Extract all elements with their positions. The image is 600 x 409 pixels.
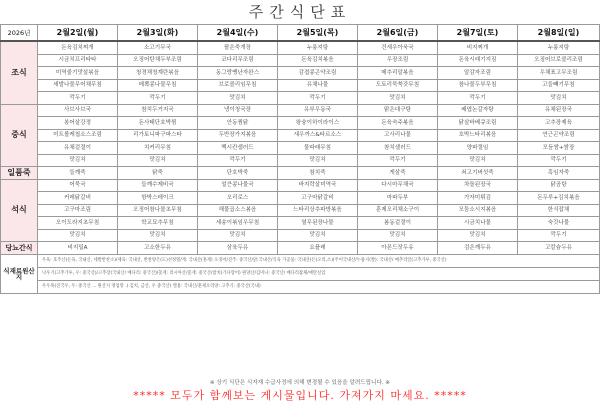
menu-item: 청경채청계란볶음 (118, 67, 198, 80)
menu-item: 코다리무조림 (198, 54, 278, 67)
menu-item: 돈육시래기지짐 (438, 54, 518, 67)
menu-item: 모둠소시지볶음 (438, 204, 518, 217)
menu-item: 깍두기 (38, 92, 118, 105)
menu-item: 미트볼케첩소스조림 (38, 129, 118, 142)
menu-item: 들깨수제비국 (118, 179, 198, 192)
menu-item: 맛김치 (438, 154, 518, 167)
day-header: 2월5일(목) (278, 25, 358, 42)
menu-item: 왕슝이하이라이스 (278, 117, 358, 130)
menu-item: 오징어탄채두부조림 (118, 54, 198, 67)
menu-item: 고사리나물 (358, 129, 438, 142)
menu-item: 한식잡채 (518, 204, 600, 217)
menu-item: 누룽지탕 (278, 41, 358, 54)
menu-item: 항박스테이크 (118, 192, 198, 205)
menu-item: 흑임자죽 (518, 167, 600, 180)
menu-item: 돈육김치볶음 (278, 54, 358, 67)
menu-row (1, 192, 600, 205)
menu-item: 다시마무채국 (358, 179, 438, 192)
menu-item: 맛김치 (518, 92, 600, 105)
menu-item: 요플레 (278, 242, 358, 255)
menu-item: 물파래무침 (278, 142, 358, 155)
menu-item: 비지찌개 (438, 41, 518, 54)
day-header: 2월7일(토) (438, 25, 518, 42)
menu-item: 미역줄기맛살볶음 (38, 67, 118, 80)
origin-row (1, 280, 600, 293)
menu-item: 닭살바베큐조림 (438, 117, 518, 130)
menu-item: 오징어브로콜리조림 (518, 54, 600, 67)
menu-item: 세송이볶임우무침 (198, 217, 278, 230)
menu-item: 리가토니파구파스타 (118, 129, 198, 142)
menu-item: 닭곰탕 (518, 179, 600, 192)
menu-item: 게살죽 (358, 167, 438, 180)
menu-item: 고들빼기무침 (518, 79, 600, 92)
menu-body (1, 41, 600, 293)
menu-row (1, 67, 600, 80)
header-row (1, 25, 600, 42)
menu-item: 봄동겉절이 (358, 217, 438, 230)
menu-item: 치커리무침 (118, 142, 198, 155)
day-header: 2월4일(수) (198, 25, 278, 42)
menu-item: 돈육김치찌개 (38, 41, 118, 54)
menu-item: 훈제오리채소구이 (358, 204, 438, 217)
origin-row (1, 267, 600, 280)
menu-item: 맛김치 (438, 229, 518, 242)
menu-item: 돈육숙주볶음 (358, 117, 438, 130)
menu-row (1, 41, 600, 54)
menu-item: 메뽁콩나물무침 (118, 79, 198, 92)
day-header: 2월6일(금) (358, 25, 438, 42)
menu-row (1, 217, 600, 230)
menu-item: 고구마조림 (38, 204, 118, 217)
menu-item: 두반장가지볶음 (198, 129, 278, 142)
menu-item: 깍두기 (518, 229, 600, 242)
menu-item: 오이도라지초무침 (38, 217, 118, 230)
menu-item: 메추리알볶음 (358, 67, 438, 80)
menu-row (1, 142, 600, 155)
menu-item: 단호박죽 (198, 167, 278, 180)
menu-item: 고구마닭갈비 (278, 192, 358, 205)
dinner-label: 석식 (1, 179, 38, 242)
weekly-menu-table (0, 24, 600, 294)
menu-item: 가자미튀김 (438, 192, 518, 205)
menu-item: 차돌된장국 (438, 179, 518, 192)
menu-row (1, 179, 600, 192)
do-not-take-banner: ***** 모두가 함께보는 게시물입니다. 가져가지 마세요. ***** (133, 389, 467, 402)
menu-item: 시금치프리타타 (38, 54, 118, 67)
menu-item: 검은깨두유 (438, 242, 518, 255)
menu-item: 배엽논갈자탕 (438, 104, 518, 117)
menu-item: 유부우동국 (278, 104, 358, 117)
menu-item: 참치죽 (278, 167, 358, 180)
menu-item: 아몬드잣두유 (358, 242, 438, 255)
menu-item: 고소한두유 (118, 242, 198, 255)
menu-item: 느타리상추파방볶음 (278, 204, 358, 217)
menu-item: 참치샐러드 (358, 142, 438, 155)
menu-item: 모듬쌈+쌈장 (518, 142, 600, 155)
menu-item: 돈사태단호박찜 (118, 117, 198, 130)
menu-row (1, 117, 600, 130)
day-header: 2월8일(일) (518, 25, 600, 42)
menu-row (1, 92, 600, 105)
menu-item: 시금치나물 (438, 217, 518, 230)
menu-item: 연근곤약조림 (518, 129, 600, 142)
menu-item: 맛김치 (118, 229, 198, 242)
menu-item: 맛김치 (198, 229, 278, 242)
menu-item: 깍두기 (278, 92, 358, 105)
day-header: 2월3일(화) (118, 25, 198, 42)
menu-item: 맛김치 (38, 154, 118, 167)
page-title: 주간식단표 (248, 3, 352, 21)
menu-item: 봉어살강정 (38, 117, 118, 130)
menu-item: 맑은대구탕 (358, 104, 438, 117)
menu-item: 얼큰콩나물국 (198, 179, 278, 192)
menu-item: 감겹콩곤약조림 (278, 67, 358, 80)
menu-item: 누룽지탕 (518, 41, 600, 54)
breakfast-label: 조식 (1, 41, 38, 104)
menu-item: 학교묘추무침 (118, 217, 198, 230)
menu-item: 깍두기 (518, 154, 600, 167)
menu-item: 동그랑땡난자완스 (198, 67, 278, 80)
menu-row (1, 229, 600, 242)
menu-item: 오징어참나물초무침 (118, 204, 198, 217)
menu-item: 맛김치 (278, 154, 358, 167)
year-header: 2026년 (1, 25, 38, 42)
menu-item: 깍두기 (358, 154, 438, 167)
menu-item: 세발나물무어채무침 (38, 79, 118, 92)
menu-item: 참나물두부무침 (438, 79, 518, 92)
menu-item: 맛김치 (198, 92, 278, 105)
menu-item: 어묵국 (38, 179, 118, 192)
menu-item: 고칼슘두유 (518, 242, 600, 255)
porridge-label: 일품죽 (1, 167, 38, 180)
menu-item: 숙갓나물 (518, 217, 600, 230)
menu-item: 호박느타리볶음 (438, 129, 518, 142)
menu-item: 돈두루+김치볶음 (518, 192, 600, 205)
menu-item: 깍두기 (438, 92, 518, 105)
menu-item: 커레닭갈비 (38, 192, 118, 205)
menu-item: 팥은죽개장 (198, 41, 278, 54)
menu-item: 참치두거지국 (118, 104, 198, 117)
menu-item: 마파두부 (358, 192, 438, 205)
origin-text: 우우목(진국우, 우: 중국산 ... 원산지 영업망 .) 김치, 금산, 우 중국산) 엘용: 국내산/훈제오리양: 고추기: 중국산(국내) (38, 280, 600, 293)
menu-row (1, 129, 600, 142)
menu-item: 오리로스 (198, 192, 278, 205)
menu-row (1, 54, 600, 67)
menu-item: 소고기무국 (118, 41, 198, 54)
menu-item: 알감자조림 (438, 67, 518, 80)
menu-row (1, 204, 600, 217)
menu-item: 깍두기 (118, 92, 198, 105)
menu-item: 안동찜닭 (198, 117, 278, 130)
menu-item: 비지밀A (38, 242, 118, 255)
snack-label: 당뇨간식 (1, 242, 38, 255)
menu-item: 멕시칸샐러드 (198, 142, 278, 155)
menu-row (1, 242, 600, 255)
menu-row (1, 154, 600, 167)
menu-item: 양파절임 (438, 142, 518, 155)
menu-item: 유채나물 (278, 79, 358, 92)
menu-item: 들깨죽 (38, 167, 118, 180)
menu-item: 냉이청국장 (198, 104, 278, 117)
menu-item: 바지락살미역국 (278, 179, 358, 192)
menu-item: 우채표고무조림 (518, 67, 600, 80)
menu-item: 브로콜리임무침 (198, 79, 278, 92)
menu-row (1, 104, 600, 117)
origin-label: 식재료원산지 (1, 254, 38, 293)
menu-item: 열무된장나물 (278, 217, 358, 230)
menu-row (1, 167, 600, 180)
menu-item: 삼육두유 (198, 242, 278, 255)
menu-item: 도토리묵쑥갓무침 (358, 79, 438, 92)
menu-item: 닭죽 (118, 167, 198, 180)
menu-item: 쇠고기버섯죽 (438, 167, 518, 180)
menu-item: 우장조림 (358, 54, 438, 67)
day-header: 2월2일(월) (38, 25, 118, 42)
origin-text: 낙우기(고추가루, 우: 중국산)/고추장(국내산/ 메다리: 중국산)/꽃게: 러시아산/꽃게: 중국산/참치(가다랑어) 원양산/김미나: 중국산/ 메다리잡채/애탄실업 (38, 267, 600, 280)
menu-item: 유채된장국 (518, 104, 600, 117)
menu-item: 건새우아욱국 (358, 41, 438, 54)
menu-row (1, 79, 600, 92)
notice-text: ※ 상기 식단은 식자재 수급사정에 의해 변경될 수 있음을 알려드립니다. ※ (209, 380, 391, 386)
menu-item: 새우까스&타르소스 (278, 129, 358, 142)
menu-item: 맛김치 (118, 154, 198, 167)
menu-item: 맛김치 (38, 229, 118, 242)
menu-item: 깍두기 (198, 154, 278, 167)
origin-text: 우육: 호주산(돈육, 국내산, 세발반찬소)/제육: 국내산, 반찬탕은(도)선정열/게: 국내산(홍게) 오징어/진주: 중국산/닭:국내산/식육 가공품: 국내산(돈)오리,소)(주어국내산/누룽지(쌀): 국내산/ 메추리알(고추가루, 중국산) (38, 254, 600, 267)
menu-item: 고추장제육 (518, 117, 600, 130)
origin-row (1, 254, 600, 267)
menu-item: 맛김치 (358, 92, 438, 105)
menu-item: 해물곱소스볶음 (198, 204, 278, 217)
lunch-label: 중식 (1, 104, 38, 167)
menu-item: 사브사브국 (38, 104, 118, 117)
menu-item: 유채겉절이 (38, 142, 118, 155)
menu-item: 맛김치 (278, 229, 358, 242)
menu-item: 맛김치 (358, 229, 438, 242)
